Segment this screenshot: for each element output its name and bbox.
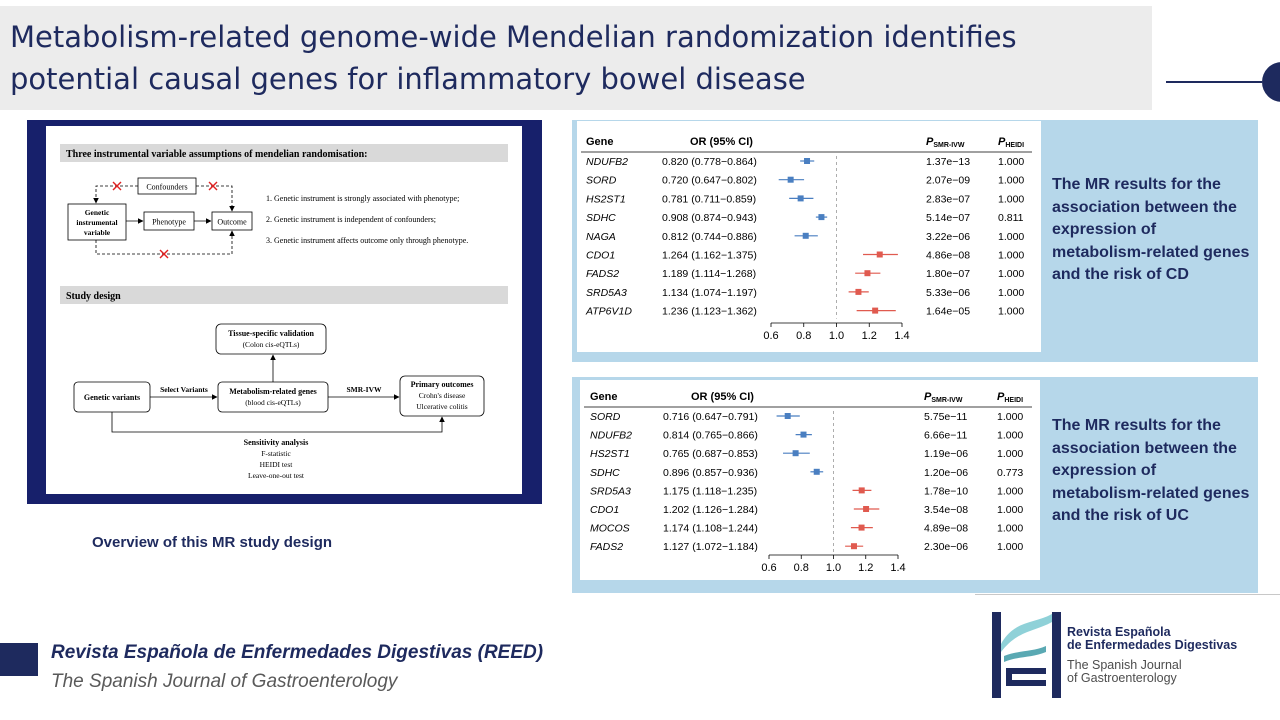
or-point [818,214,824,220]
or-ci-value: 1.175 (1.118−1.235) [663,485,758,498]
p-smr-value: 1.64e−05 [926,305,971,318]
p-heidi-value: 1.000 [998,268,1025,281]
x-tick-label: 1.0 [828,330,845,342]
or-ci-value: 0.765 (0.687−0.853) [663,448,758,461]
study-design-caption: Overview of this MR study design [92,534,333,551]
gene-label: SDHC [586,212,616,225]
gene-label: CDO1 [586,249,616,262]
footer-decor-square [0,643,38,676]
logo-sub-line-2: of Gastroenterology [1067,671,1177,685]
p-smr-value: 4.86e−08 [926,249,971,262]
or-ci-value: 1.189 (1.114−1.268) [662,268,757,281]
violation-cross-icon [113,182,121,190]
title-line-2: potential causal genes for inflammatory bowel disease [10,62,806,96]
journal-subtitle: The Spanish Journal of Gastroenterology [51,671,398,692]
study-design-frame [27,120,542,504]
gene-label: SRD5A3 [586,286,627,299]
header-or: OR (95% CI) [690,136,753,148]
gene-label: SORD [586,174,617,187]
header-p-smr: PSMR-IVW [924,391,963,404]
instrument-label-2: instrumental [76,218,118,227]
x-tick-label: 0.6 [761,562,777,574]
violation-cross-icon [209,182,217,190]
arrow-sensitivity [112,412,442,432]
logo-title [1067,626,1237,652]
arrow-confounder-instrument [96,186,138,203]
cd-forest-plot [577,121,1041,352]
primary-outcome-uc: Ulcerative colitis [416,402,468,411]
header-p-heidi: PHEIDI [997,391,1024,404]
p-smr-value: 2.07e−09 [926,174,971,187]
or-point [859,487,865,493]
p-heidi-value: 1.000 [998,249,1025,262]
logo-divider [975,594,1280,595]
gene-label: FADS2 [590,541,624,554]
x-tick-label: 1.4 [890,562,906,574]
or-ci-value: 1.236 (1.123−1.362) [662,305,757,318]
p-smr-value: 5.75e−11 [924,411,968,423]
p-smr-value: 1.78e−10 [924,485,969,498]
gene-label: SRD5A3 [590,485,631,498]
or-ci-value: 1.174 (1.108−1.244) [663,522,758,535]
sensitivity-line-1: F-statistic [261,449,291,458]
title-banner [0,6,1152,110]
cd-panel-description: The MR results for the association between the expression of metabolism-related genes and the risk of CD [1052,176,1250,283]
smr-ivw-label: SMR-IVW [346,385,382,394]
p-smr-value: 4.89e−08 [924,522,969,535]
or-point [863,506,869,512]
p-smr-value: 5.14e−07 [926,212,971,225]
or-ci-value: 0.812 (0.744−0.886) [662,230,757,243]
uc-forest-plot-card [580,380,1040,580]
metabolism-genes-sub: (blood cis-eQTLs) [245,398,301,407]
x-tick-label: 1.0 [825,562,842,574]
or-ci-value: 0.716 (0.647−0.791) [663,411,758,423]
or-point [864,270,870,276]
or-point [855,289,861,295]
gene-label: CDO1 [590,504,620,516]
p-heidi-value: 1.000 [997,522,1024,535]
p-heidi-value: 1.000 [997,541,1024,554]
p-heidi-value: 1.000 [998,305,1025,318]
sensitivity-line-2: HEIDI test [259,460,293,469]
assumption-3: 3. Genetic instrument affects outcome only through phenotype. [266,236,469,245]
title-decor-rule [1166,81,1262,83]
p-heidi-value: 0.811 [998,212,1024,225]
primary-outcome-cd: Crohn's disease [418,391,466,400]
gene-label: NAGA [586,230,616,243]
p-smr-value: 1.20e−06 [924,466,969,479]
or-ci-value: 0.814 (0.765−0.866) [663,429,758,442]
header-or: OR (95% CI) [691,391,754,403]
x-tick-label: 1.2 [858,562,874,574]
p-smr-value: 6.66e−11 [924,429,968,442]
select-variants-label: Select Variants [160,385,208,394]
or-ci-value: 0.781 (0.711−0.859) [662,193,757,206]
p-heidi-value: 0.773 [997,466,1024,479]
uc-panel-description: The MR results for the association between the expression of metabolism-related genes and the risk of UC [1052,417,1250,524]
p-heidi-value: 1.000 [998,286,1025,299]
or-ci-value: 0.720 (0.647−0.802) [662,174,757,187]
p-heidi-value: 1.000 [997,429,1024,442]
or-ci-value: 1.127 (1.072−1.184) [663,541,758,554]
or-point [814,469,820,475]
or-point [798,195,804,201]
header-p-smr: PSMR-IVW [926,136,965,149]
p-heidi-value: 1.000 [997,485,1024,498]
gene-label: NDUFB2 [586,156,629,168]
primary-outcomes-title: Primary outcomes [410,380,474,389]
p-heidi-value: 1.000 [997,504,1024,516]
header-gene: Gene [590,391,618,403]
p-heidi-value: 1.000 [998,193,1025,206]
or-point [801,432,807,438]
sensitivity-line-3: Leave-one-out test [247,471,305,480]
or-point [785,413,791,419]
or-point [877,252,883,258]
gene-label: SDHC [590,466,620,479]
p-heidi-value: 1.000 [997,411,1024,423]
validation-title: Tissue-specific validation [228,329,314,338]
or-ci-value: 0.908 (0.874−0.943) [662,212,757,225]
or-ci-value: 0.896 (0.857−0.936) [663,466,758,479]
metabolism-genes-title: Metabolism-related genes [229,387,317,396]
title-line-1: Metabolism-related genome-wide Mendelian randomization identifies [10,20,1017,54]
or-ci-value: 1.264 (1.162−1.375) [662,249,757,262]
p-smr-value: 3.22e−06 [926,230,971,243]
x-tick-label: 1.4 [894,330,910,342]
p-smr-value: 1.37e−13 [926,156,971,168]
or-point [803,233,809,239]
uc-forest-plot [580,380,1040,580]
outcome-label: Outcome [217,217,247,227]
study-design-figure [46,126,522,494]
or-ci-value: 1.202 (1.126−1.284) [663,504,758,516]
p-smr-value: 1.80e−07 [926,268,971,281]
gene-label: SORD [590,411,621,423]
gene-label: HS2ST1 [590,448,630,461]
or-point [793,450,799,456]
p-heidi-value: 1.000 [998,230,1025,243]
x-tick-label: 0.8 [793,562,809,574]
x-tick-label: 0.8 [796,330,812,342]
p-smr-value: 5.33e−06 [926,286,971,299]
title-decor-dot [1262,62,1280,102]
x-tick-label: 0.6 [763,330,779,342]
cd-forest-plot-card [577,121,1041,352]
instrument-label-1: Genetic [84,208,110,217]
journal-logo-icon [990,610,1062,700]
gene-label: MOCOS [590,522,630,535]
or-point [788,177,794,183]
x-tick-label: 1.2 [861,330,877,342]
p-smr-value: 3.54e−08 [924,504,969,516]
genetic-variants-label: Genetic variants [83,393,141,402]
assumption-1: 1. Genetic instrument is strongly associated with phenotype; [266,194,460,203]
sensitivity-title: Sensitivity analysis [243,438,309,447]
p-heidi-value: 1.000 [998,174,1025,187]
arrow-confounder-outcome [196,186,232,211]
gene-label: FADS2 [586,268,620,281]
phenotype-label: Phenotype [152,217,186,227]
study-design-diagram [46,126,522,494]
logo-title-line-2: de Enfermedades Digestivas [1067,638,1238,652]
instrument-label-3: variable [83,228,111,237]
journal-name: Revista Española de Enfermedades Digestivas (REED) [51,642,544,663]
header-p-heidi: PHEIDI [998,136,1025,149]
violation-cross-icon [160,250,168,258]
or-point [804,158,810,164]
logo-title-line-1: Revista Española [1067,625,1171,639]
or-ci-value: 0.820 (0.778−0.864) [662,156,757,168]
or-point [851,543,857,549]
gene-label: HS2ST1 [586,193,626,206]
or-point [859,525,865,531]
assumption-2: 2. Genetic instrument is independent of confounders; [266,215,436,224]
p-smr-value: 2.30e−06 [924,541,969,554]
assumptions-header: Three instrumental variable assumptions of mendelian randomisation: [66,149,368,160]
validation-sub: (Colon cis-eQTLs) [242,340,300,349]
logo-subtitle [1067,659,1182,685]
p-heidi-value: 1.000 [997,448,1024,461]
logo-sub-line-1: The Spanish Journal [1067,658,1182,672]
or-ci-value: 1.134 (1.074−1.197) [662,286,757,299]
study-design-header-bg [60,286,508,304]
gene-label: NDUFB2 [590,429,633,442]
p-smr-value: 2.83e−07 [926,193,971,206]
p-heidi-value: 1.000 [998,156,1025,168]
confounders-label: Confounders [146,182,188,192]
header-gene: Gene [586,136,614,148]
study-design-header: Study design [66,291,121,302]
or-point [872,308,878,314]
gene-label: ATP6V1D [586,305,632,318]
p-smr-value: 1.19e−06 [924,448,969,461]
